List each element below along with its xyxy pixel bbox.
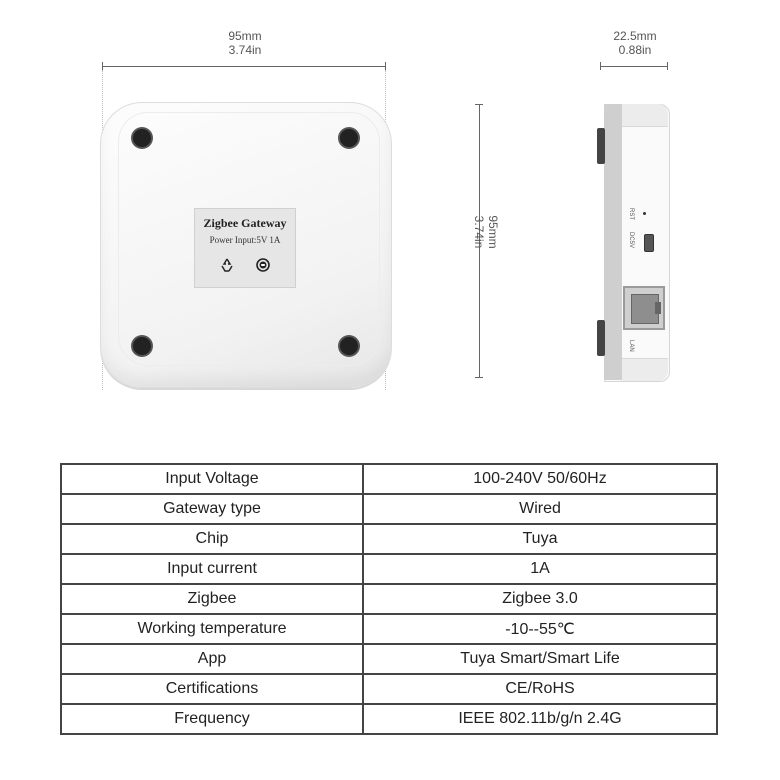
spec-key: Working temperature (61, 614, 363, 644)
spec-key: Zigbee (61, 584, 363, 614)
table-row (61, 524, 717, 554)
side-foot-top (597, 128, 605, 164)
side-bottom-edge (622, 358, 668, 381)
spec-value: 1A (363, 554, 717, 584)
spec-value: Tuya Smart/Smart Life (363, 644, 717, 674)
rubber-foot-top-left (133, 129, 151, 147)
width-tick-right (385, 62, 386, 70)
spec-key: Input current (61, 554, 363, 584)
depth-in: 0.88in (618, 43, 652, 57)
spec-key: Gateway type (61, 494, 363, 524)
height-tick-top (475, 104, 483, 105)
ethernet-port (623, 286, 665, 330)
spec-value: Zigbee 3.0 (363, 584, 717, 614)
spec-key: App (61, 644, 363, 674)
depth-tick-right (667, 62, 668, 70)
rubber-foot-bottom-right (340, 337, 358, 355)
side-bottom-shell (604, 104, 622, 380)
spec-value: Tuya (363, 524, 717, 554)
reset-hole (643, 212, 646, 215)
height-in: 3.74in (472, 215, 486, 249)
table-row (61, 644, 717, 674)
rubber-foot-bottom-left (133, 337, 151, 355)
height-dimension-label (472, 182, 500, 282)
width-mm: 95mm (228, 29, 262, 43)
width-dimension-label (195, 29, 295, 57)
spec-key: Input Voltage (61, 464, 363, 494)
lan-label: LAN (628, 340, 634, 352)
usb-port (644, 234, 654, 252)
table-row (61, 494, 717, 524)
device-label-sticker (194, 208, 296, 288)
recycle-icon (220, 258, 234, 277)
table-row (61, 704, 717, 734)
depth-mm: 22.5mm (613, 29, 657, 43)
rubber-foot-top-right (340, 129, 358, 147)
depth-tick-left (600, 62, 601, 70)
table-row (61, 614, 717, 644)
table-row (61, 674, 717, 704)
dc5v-label: DC5V (628, 232, 634, 249)
spec-value: CE/RoHS (363, 674, 717, 704)
spec-value: 100-240V 50/60Hz (363, 464, 717, 494)
height-tick-bottom (475, 377, 483, 378)
depth-dimension-line (600, 66, 668, 67)
spec-key: Frequency (61, 704, 363, 734)
spec-table (60, 463, 718, 735)
spec-value: Wired (363, 494, 717, 524)
width-in: 3.74in (228, 43, 262, 57)
table-row (61, 554, 717, 584)
device-label-power: Power Input:5V 1A (209, 235, 281, 245)
table-row (61, 464, 717, 494)
spec-key: Chip (61, 524, 363, 554)
spec-value: -10--55℃ (363, 614, 717, 644)
width-tick-left (102, 62, 103, 70)
spec-key: Certifications (61, 674, 363, 704)
table-row (61, 584, 717, 614)
width-dimension-line (102, 66, 386, 67)
side-foot-bottom (597, 320, 605, 356)
device-label-title: Zigbee Gateway (203, 216, 287, 230)
spec-value: IEEE 802.11b/g/n 2.4G (363, 704, 717, 734)
environment-period-icon (256, 258, 270, 277)
height-mm: 95mm (486, 215, 500, 249)
side-top-edge (622, 104, 668, 127)
rst-label: RST (628, 208, 634, 220)
depth-dimension-label (585, 29, 685, 57)
